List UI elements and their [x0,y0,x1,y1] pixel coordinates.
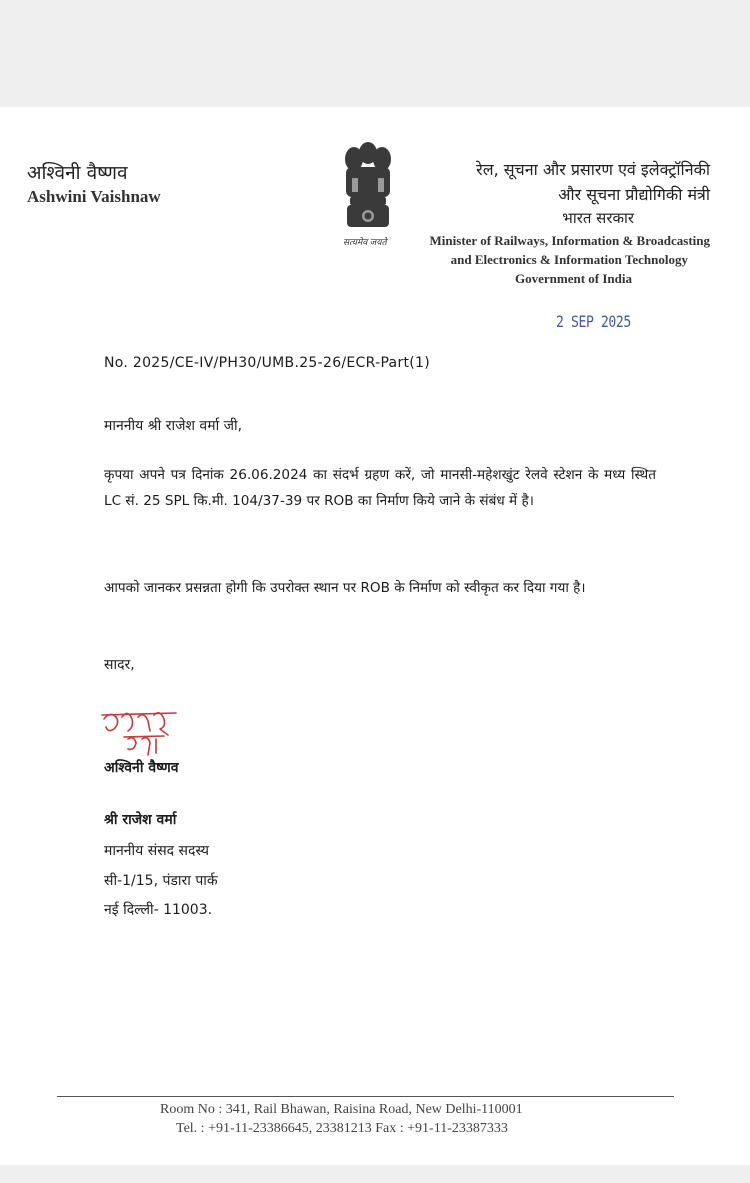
national-emblem-icon [330,137,406,245]
signer-name: अश्विनी वैष्णव [104,760,179,776]
closing: सादर, [104,657,135,673]
ministry-hindi-line2: और सूचना प्रौद्योगिकी मंत्री [558,185,710,204]
salutation: माननीय श्री राजेश वर्मा जी, [104,418,243,434]
recipient-name: श्री राजेश वर्मा [104,812,177,828]
ministry-hindi-line1: रेल, सूचना और प्रसारण एवं इलेक्ट्रॉनिकी [476,160,710,179]
footer-contact: Tel. : +91-11-23386645, 23381213 Fax : +91-11-23387333 [176,1121,508,1136]
handwritten-signature [98,705,180,761]
minister-name-english: Ashwini Vaishnaw [27,187,161,206]
body-paragraph-2: आपको जानकर प्रसन्नता होगी कि उपरोक्त स्थान पर ROB के निर्माण को स्वीकृत कर दिया गया है। [104,580,586,596]
letter-page [0,107,750,1165]
footer-address: Room No : 341, Rail Bhawan, Raisina Road, New Delhi-110001 [160,1102,523,1117]
recipient-designation: माननीय संसद सदस्य [104,843,210,859]
ministry-english-line1: Minister of Railways, Information & Broadcasting [429,233,710,248]
minister-name-hindi: अश्विनी वैष्णव [27,162,128,184]
recipient-address-line1: सी-1/15, पंडारा पार्क [104,873,218,889]
recipient-address-line2: नई दिल्ली- 11003. [104,902,213,918]
ministry-english-line2: and Electronics & Information Technology [450,252,688,267]
reference-number: No. 2025/CE-IV/PH30/UMB.25-26/ECR-Part(1) [104,355,431,371]
footer-divider [57,1096,674,1097]
date-stamp: 2 SEP 2025 [556,312,631,331]
body-paragraph-1: कृपया अपने पत्र दिनांक 26.06.2024 का संदर्भ ग्रहण करें, जो मानसी-महेशखुंट रेलवे स्टेशन के मध्य स्थित LC सं. 25 SPL कि.मी. 104/37-39 पर ROB का निर्माण किये जाने के संबंध में है। [104,467,656,509]
ministry-english-line3: Government of India [515,271,632,286]
ministry-hindi-line3: भारत सरकार [562,209,634,227]
emblem-motto: सत्यमेव जयते [343,237,387,247]
